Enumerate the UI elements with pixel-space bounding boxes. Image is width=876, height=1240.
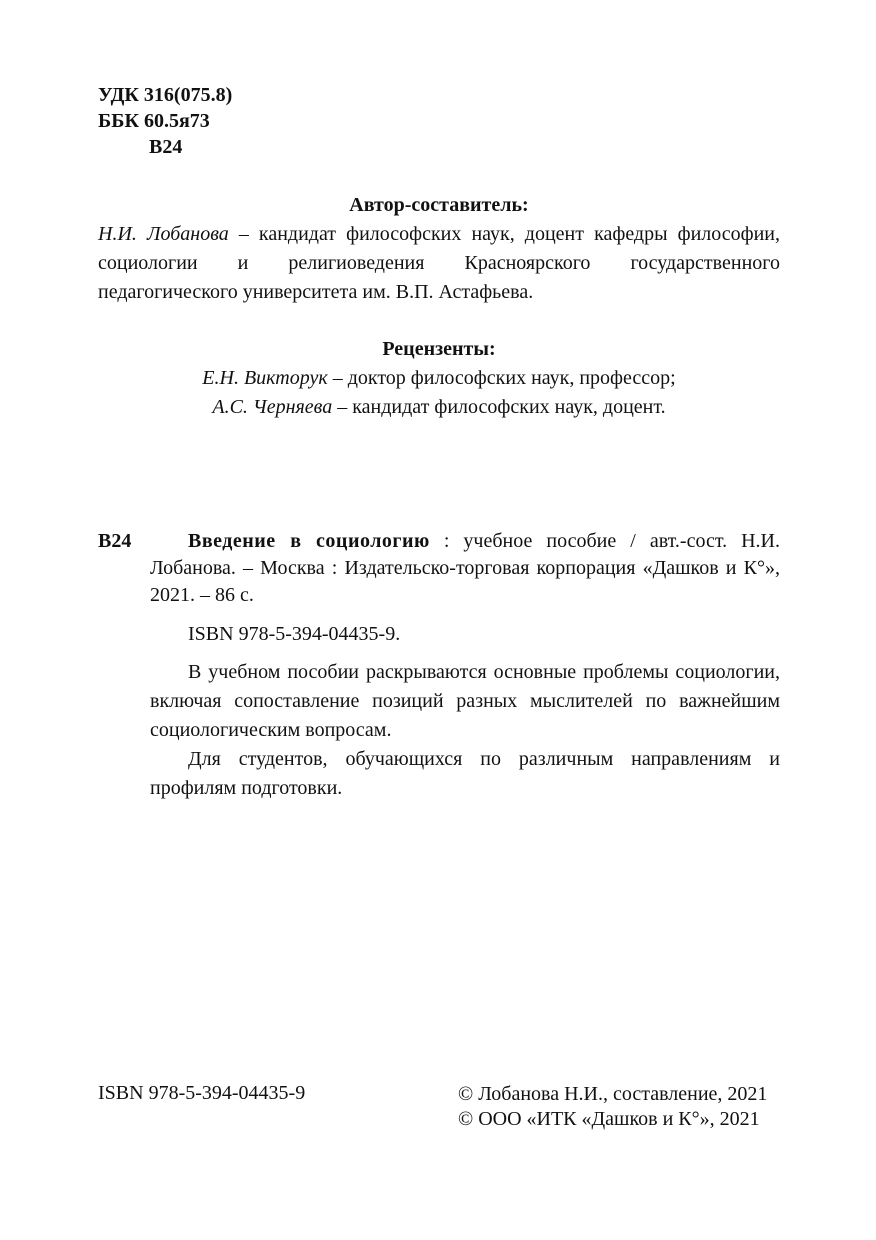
audience-text: Для студентов, обучающихся по различным направлениям и профилям подготовки. [150, 748, 780, 799]
copyright-block [458, 1082, 767, 1132]
bibliographic-record [150, 528, 780, 803]
copyright-author: © Лобанова Н.И., составление, 2021 [458, 1083, 768, 1105]
book-title: Введение в социологию [188, 530, 430, 552]
udk-code: УДК 316(075.8) [98, 84, 233, 106]
reviewers-heading: Рецензенты: [382, 338, 496, 360]
biblio-author-mark: В24 [98, 530, 132, 552]
classification-codes [98, 82, 232, 160]
author-name: Н.И. Лобанова [98, 223, 229, 245]
reviewer-details: – доктор философских наук, профессор; [327, 367, 676, 389]
annotation-text: В учебном пособии раскрываются основные проблемы социологии, включая сопоставление позиций разных мыслителей по важнейшим социологическим вопросам. [150, 661, 780, 741]
reviewer-name: А.С. Черняева [212, 396, 333, 418]
copyright-publisher: © ООО «ИТК «Дашков и К°», 2021 [458, 1108, 760, 1130]
bbk-code: ББК 60.5я73 [98, 110, 210, 132]
biblio-isbn: ISBN 978-5-394-04435-9. [188, 623, 401, 645]
biblio-details: : учебное пособие / авт.-сост. Н.И. Лобанова. – Москва : Издательско-торговая корпорация «Дашков и К°», 2021. – 86 с. [150, 530, 780, 606]
reviewer-item [98, 393, 780, 422]
reviewers-list [98, 364, 780, 422]
author-description [98, 220, 780, 307]
footer-isbn: ISBN 978-5-394-04435-9 [98, 1082, 306, 1104]
reviewer-details: – кандидат философских наук, доцент. [332, 396, 666, 418]
reviewer-item [98, 364, 780, 393]
author-heading: Автор-составитель: [349, 194, 529, 216]
reviewer-name: Е.Н. Викторук [202, 367, 328, 389]
biblio-entry [150, 528, 780, 609]
author-details: – кандидат философских наук, доцент кафедры философии, социологии и религиоведения Красноярского государственного педагогического университета им. В.П. Астафьева. [98, 223, 780, 303]
author-mark: В24 [149, 136, 183, 158]
